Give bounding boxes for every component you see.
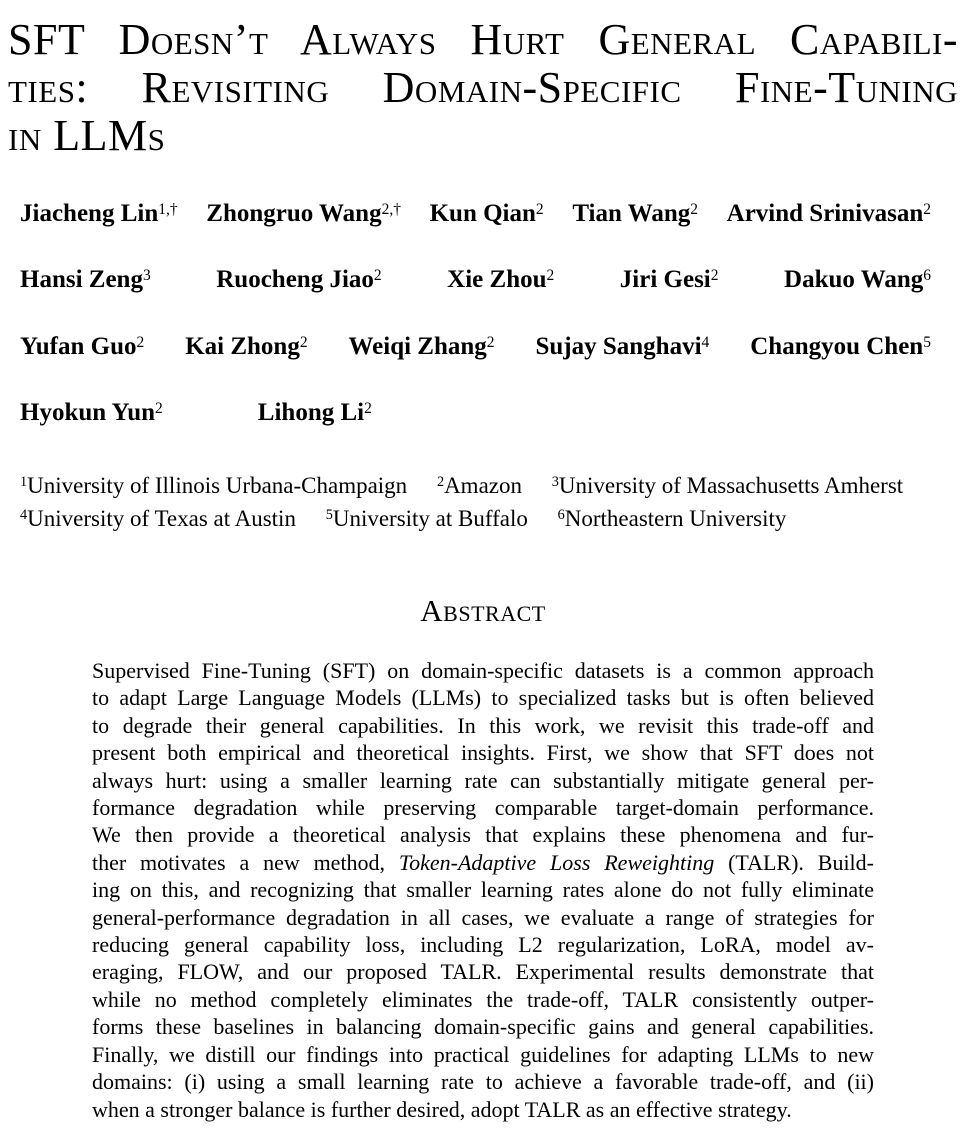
author	[20, 333, 144, 361]
author-name: Jiri Gesi	[619, 266, 711, 293]
author-affiliation-sup: 2	[373, 266, 382, 284]
author-name: Dakuo Wang	[784, 266, 924, 293]
title-line: in LLMs	[8, 111, 166, 160]
affiliation	[437, 473, 522, 498]
author	[727, 200, 931, 228]
affiliation-sup: 6	[557, 507, 565, 524]
affiliation-sup: 3	[551, 474, 559, 491]
abstract-text: reducing general capability loss, including L2 regularization, LoRA, model av-	[92, 932, 874, 958]
author	[430, 200, 544, 228]
abstract-line	[92, 876, 874, 903]
affiliation	[558, 506, 787, 531]
author-row	[20, 200, 931, 228]
author	[258, 399, 372, 427]
method-name-italic: Token-Adaptive Loss Reweighting	[398, 849, 715, 875]
author	[447, 266, 554, 294]
abstract-line	[92, 986, 874, 1013]
author-name: Kun Qian	[429, 200, 536, 227]
abstract-text: present both empirical and theoretical insights. First, we show that SFT does not	[92, 740, 874, 766]
abstract-text: always hurt: using a smaller learning rate can substantially mitigate general per-	[92, 767, 874, 793]
author-affiliation-sup: 6	[923, 266, 931, 284]
author-row	[20, 266, 931, 294]
abstract-line	[92, 712, 874, 739]
abstract-line	[92, 684, 874, 711]
affiliation-name: Amazon	[444, 473, 522, 498]
author-affiliation-sup: 2	[299, 333, 308, 351]
author	[216, 266, 381, 294]
abstract-line	[92, 1068, 874, 1095]
affiliation	[20, 506, 296, 531]
author-affiliation-sup: 2	[136, 333, 145, 351]
affiliation-sup: 4	[20, 507, 28, 524]
abstract-text: domains: (i) using a small learning rate to achieve a favorable trade-off, and (ii)	[92, 1069, 874, 1095]
abstract-line	[92, 849, 874, 876]
abstract-line	[92, 1013, 874, 1040]
affiliation-line	[20, 504, 965, 537]
author-affiliation-sup: 3	[142, 266, 151, 284]
author-affiliation-sup: 5	[923, 333, 931, 351]
abstract-text: general-performance degradation in all cases, we evaluate a range of strategies for	[92, 904, 874, 930]
abstract-line	[92, 1096, 874, 1123]
affiliation-sup: 2	[436, 474, 445, 491]
author-row	[20, 333, 931, 361]
abstract-text: forms these baselines in balancing domain-specific gains and general capabilities.	[92, 1014, 874, 1040]
author	[206, 200, 401, 228]
author-affiliation-sup: 1,†	[158, 200, 178, 218]
abstract-text: (TALR). Build-	[714, 849, 874, 875]
author-affiliation-sup: 2	[364, 399, 372, 417]
author-name: Kai Zhong	[185, 333, 300, 360]
affiliations-block	[20, 471, 965, 537]
abstract-text: eraging, FLOW, and our proposed TALR. Experimental results demonstrate that	[92, 959, 874, 985]
author-name: Sujay Sanghavi	[535, 333, 702, 360]
author-name: Arvind Srinivasan	[726, 200, 924, 227]
abstract-line	[92, 657, 874, 684]
author-name: Hansi Zeng	[20, 266, 143, 293]
affiliation-name: University at Buffalo	[332, 506, 528, 531]
abstract-body	[92, 657, 874, 1123]
abstract-text: We then provide a theoretical analysis that explains these phenomena and fur-	[92, 822, 874, 848]
author	[349, 333, 495, 361]
abstract-text: ing on this, and recognizing that smaller learning rates alone do not fully eliminate	[92, 877, 874, 903]
author-name: Weiqi Zhang	[348, 333, 487, 360]
abstract-text: Finally, we distill our findings into practical guidelines for adapting LLMs to new	[92, 1041, 874, 1067]
affiliation-name: University of Illinois Urbana-Champaign	[27, 473, 408, 498]
author-affiliation-sup: 2	[690, 200, 698, 218]
author-name: Tian Wang	[572, 200, 691, 227]
author-name: Zhongruo Wang	[206, 200, 382, 227]
abstract-text: to adapt Large Language Models (LLMs) to specialized tasks but is often believed	[92, 685, 874, 711]
affiliation-line	[20, 471, 965, 504]
affiliation-name: Northeastern University	[564, 506, 787, 531]
author-name: Ruocheng Jiao	[216, 266, 374, 293]
author	[572, 200, 698, 228]
abstract-text: while no method completely eliminates the trade-off, TALR consistently outper-	[92, 986, 874, 1012]
author-affiliation-sup: 2	[546, 266, 555, 284]
author	[750, 333, 931, 361]
abstract-line	[92, 904, 874, 931]
author-affiliation-sup: 2	[710, 266, 719, 284]
abstract-heading: Abstract	[420, 593, 546, 628]
author-name: Xie Zhou	[447, 266, 547, 293]
affiliation-name: University of Massachusetts Amherst	[558, 473, 904, 498]
abstract-line	[92, 821, 874, 848]
affiliation-sup: 1	[20, 474, 28, 491]
title-line: ties: Revisiting Domain-Specific Fine-Tuning	[8, 63, 958, 112]
title-line: SFT Doesn’t Always Hurt General Capabili-	[8, 15, 958, 64]
affiliation	[326, 506, 528, 531]
author-name: Changyou Chen	[750, 333, 924, 360]
author	[185, 333, 307, 361]
abstract-text: Supervised Fine-Tuning (SFT) on domain-specific datasets is a common approach	[92, 658, 874, 683]
affiliation-name: University of Texas at Austin	[27, 506, 296, 531]
author	[20, 200, 178, 228]
affiliation-sup: 5	[325, 507, 333, 524]
author-affiliation-sup: 2	[535, 200, 544, 218]
abstract-line	[92, 1041, 874, 1068]
author-affiliation-sup: 4	[701, 333, 710, 351]
author	[535, 333, 709, 361]
author	[20, 266, 151, 294]
author-affiliation-sup: 2	[486, 333, 495, 351]
author-affiliation-sup: 2	[155, 399, 163, 417]
author-row	[20, 399, 931, 427]
abstract-text: formance degradation while preserving comparable target-domain performance.	[92, 795, 874, 821]
affiliation	[552, 473, 903, 498]
abstract-line	[92, 794, 874, 821]
abstract-text: ther motivates a new method,	[92, 849, 399, 875]
abstract-line	[92, 931, 874, 958]
abstract-line	[92, 739, 874, 766]
author-name: Lihong Li	[257, 399, 365, 426]
abstract-line	[92, 958, 874, 985]
author	[784, 266, 931, 294]
paper-title	[8, 16, 958, 160]
author-name: Jiacheng Lin	[20, 200, 159, 227]
affiliation	[20, 473, 407, 498]
abstract-text: to degrade their general capabilities. In this work, we revisit this trade-off and	[92, 712, 874, 738]
author-name: Hyokun Yun	[20, 399, 156, 426]
author-affiliation-sup: 2	[923, 200, 931, 218]
author	[620, 266, 719, 294]
abstract-text: when a stronger balance is further desired, adopt TALR as an effective strategy.	[92, 1096, 792, 1122]
author-name: Yufan Guo	[20, 333, 137, 360]
abstract-line	[92, 767, 874, 794]
author	[20, 399, 163, 427]
author-affiliation-sup: 2,†	[381, 200, 401, 218]
